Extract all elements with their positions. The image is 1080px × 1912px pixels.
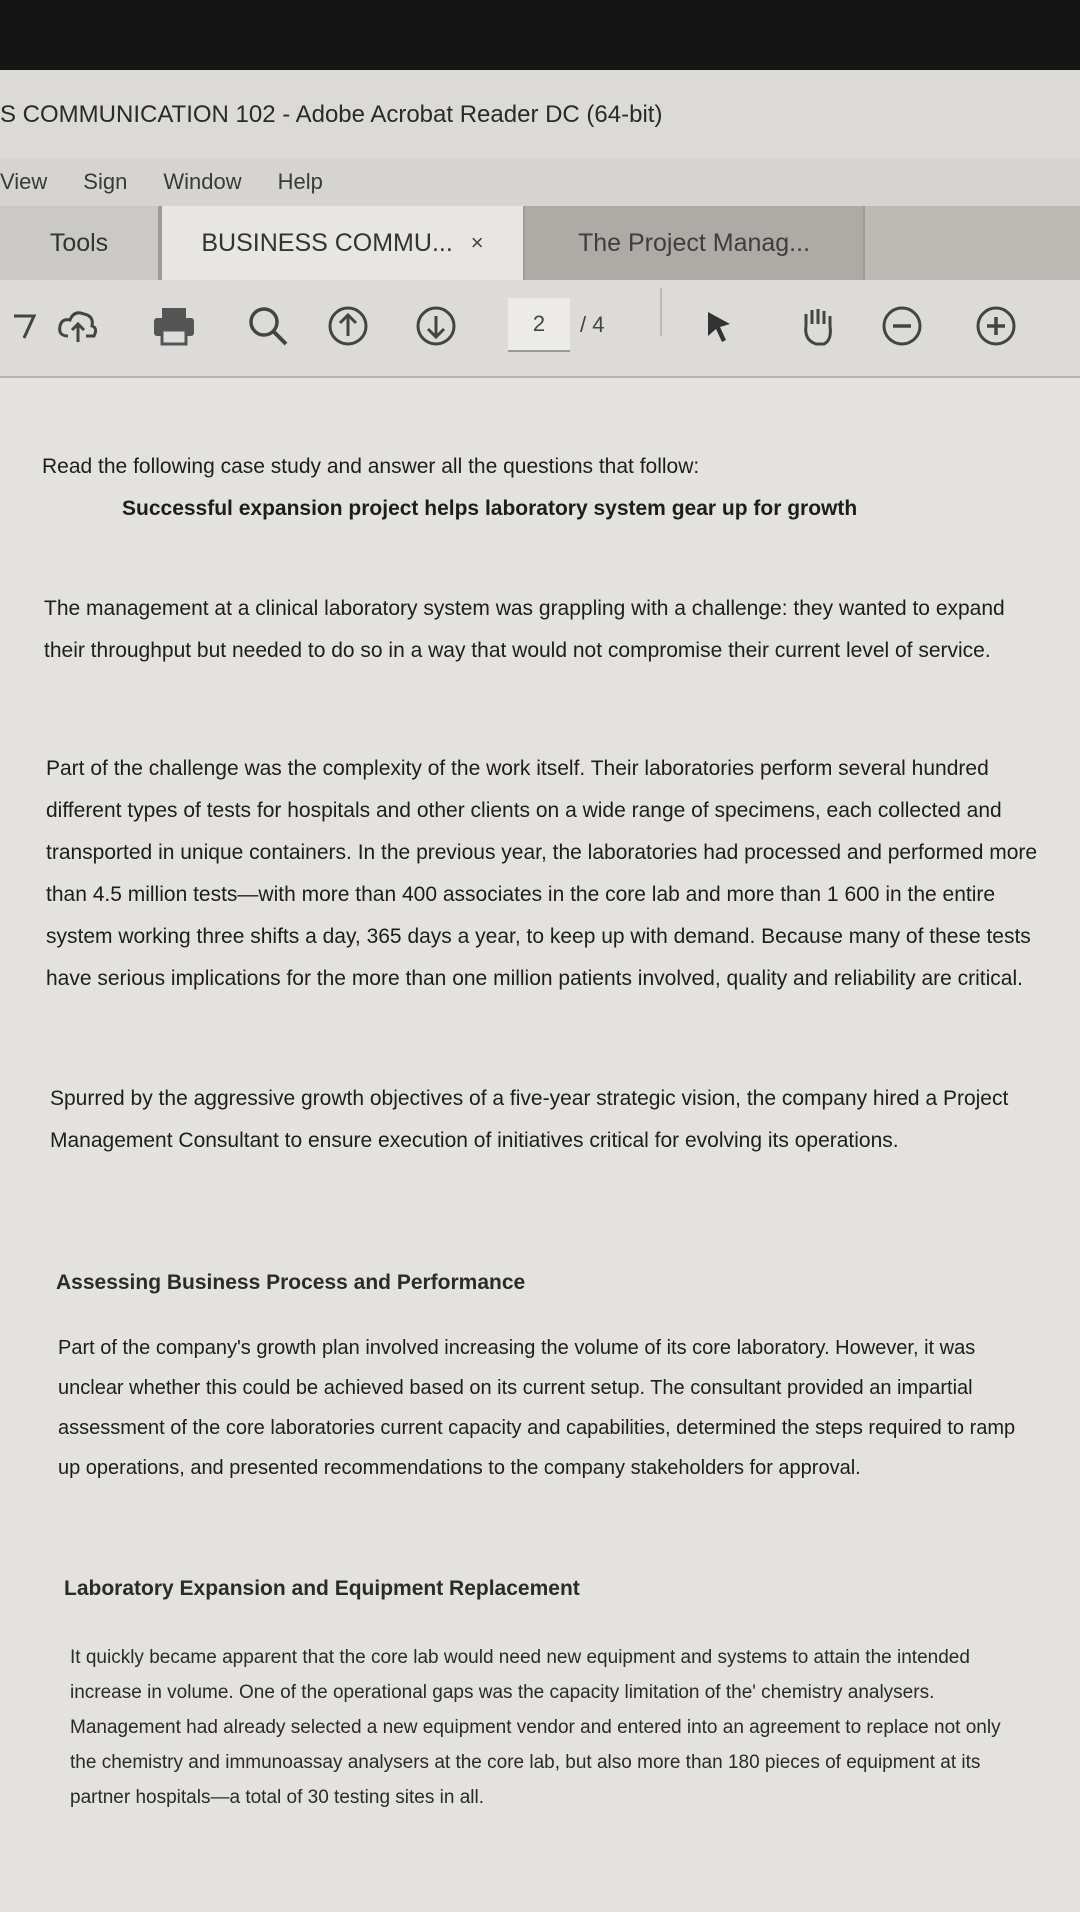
paragraph-4: Part of the company's growth plan involved increasing the volume of its core laboratory. However, it was unclear whether this could be achieved based on its current setup. The consultant provided an impartial assessment of the core laboratories current capacity and capabilities, determined the steps required to ramp up operations, and presented recommendations to the company stakeholders for approval. xyxy=(58,1337,1016,1479)
page-current: 2 xyxy=(532,311,546,336)
zoom-in-icon[interactable] xyxy=(968,298,1024,354)
page-up-icon[interactable] xyxy=(320,298,376,354)
menu-window[interactable]: Window xyxy=(163,169,242,194)
close-tab-button[interactable]: × xyxy=(470,230,484,255)
tab-tools[interactable] xyxy=(0,206,160,280)
tab-business-communication[interactable] xyxy=(160,206,525,280)
window-titlebar xyxy=(0,70,1080,160)
print-icon[interactable] xyxy=(146,298,202,354)
window-title: S COMMUNICATION 102 - Adobe Acrobat Reader DC (64-bit) xyxy=(0,101,663,128)
intro-text: Read the following case study and answer all the questions that follow: xyxy=(42,455,700,478)
case-study-title: Successful expansion project helps laboratory system gear up for growth xyxy=(122,497,858,520)
monitor-bezel xyxy=(0,0,1080,70)
paragraph-3: Spurred by the aggressive growth objectives of a five-year strategic vision, the company hired a Project Management Consultant to ensure execution of initiatives critical for evolving its operations. xyxy=(50,1087,1009,1152)
tab-tools-label: Tools xyxy=(49,228,109,257)
page-number-input[interactable] xyxy=(508,298,570,352)
menu-help[interactable]: Help xyxy=(277,169,323,194)
paragraph-2: Part of the challenge was the complexity of the work itself. Their laboratories perform several hundred different types of tests for hospitals and other clients on a wide range of specimens, each collected and transported in unique containers. In the previous year, the laboratories had processed and performed more than 4.5 million tests—with more than 400 associates in the core lab and more than 1 600 in the entire system working three shifts a day, 365 days a year, to keep up with demand. Because many of these tests have serious implications for the more than one million patients involved, quality and reliability are critical. xyxy=(46,757,1038,990)
tab-project-management[interactable] xyxy=(525,206,865,280)
menu-bar xyxy=(0,158,1080,206)
paragraph-5: It quickly became apparent that the core lab would need new equipment and systems to attain the intended increase in volume. One of the operational gaps was the capacity limitation of the' chemistry analysers. Management had already selected a new equipment vendor and entered into an agreement to replace not only the chemistry and immunoassay analysers at the core lab, but also more than 180 pieces of equipment at its partner hospitals—a total of 30 testing sites in all. xyxy=(70,1647,1001,1808)
zoom-out-icon[interactable] xyxy=(874,298,930,354)
upload-icon[interactable] xyxy=(50,298,106,354)
tab-active-label: BUSINESS COMMU... xyxy=(201,228,453,257)
page-total: / 4 xyxy=(580,312,605,337)
hand-tool-icon[interactable] xyxy=(790,298,846,354)
tab-inactive-label: The Project Manag... xyxy=(577,228,811,257)
select-cursor-icon[interactable] xyxy=(690,298,746,354)
page-down-icon[interactable] xyxy=(408,298,464,354)
toolbar-separator xyxy=(660,288,662,336)
paragraph-1: The management at a clinical laboratory system was grappling with a challenge: they wanted to expand their throughput but needed to do so in a way that would not compromise their current level of service. xyxy=(44,597,1005,662)
bookmark-icon[interactable] xyxy=(0,298,56,354)
section-heading-expansion: Laboratory Expansion and Equipment Replacement xyxy=(64,1577,580,1600)
section-heading-assessing: Assessing Business Process and Performance xyxy=(56,1271,526,1294)
tab-bar xyxy=(0,206,1080,280)
search-icon[interactable] xyxy=(240,298,296,354)
document-page[interactable] xyxy=(0,378,1080,1912)
menu-view[interactable]: View xyxy=(0,169,48,194)
menu-sign[interactable]: Sign xyxy=(83,169,128,194)
